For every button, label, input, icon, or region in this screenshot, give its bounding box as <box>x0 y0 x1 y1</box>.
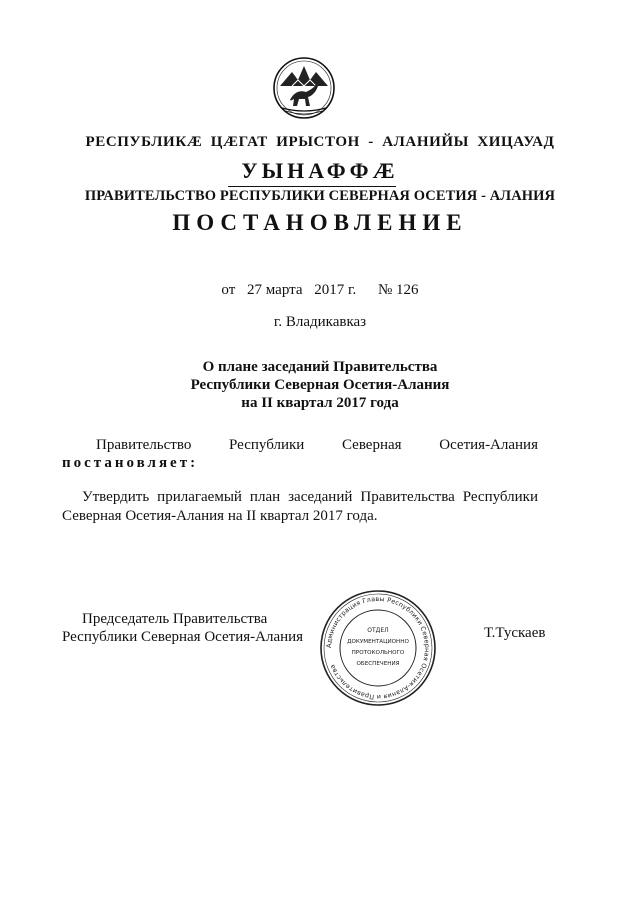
signer-title-line: Республики Северная Осетия-Алания <box>62 629 304 645</box>
decision-line: Утвердить прилагаемый план заседаний Правительства Республики <box>82 489 538 505</box>
date-prefix: от <box>221 282 236 298</box>
signer-name: Т.Тускаев <box>484 625 546 641</box>
seal-inner-line: ОТДЕЛ <box>367 627 389 634</box>
preamble-word: Северная <box>341 437 402 453</box>
seal-inner-line: ПРОТОКОЛЬНОГО <box>351 650 405 656</box>
decree-number: № 126 <box>378 282 419 298</box>
decision-line: Северная Осетия-Алания на II квартал 2017 года. <box>62 508 378 524</box>
svg-text:Администрация Главы Республики <box>325 595 431 701</box>
preamble-word: Осетия-Алания <box>439 437 538 453</box>
decree-date: 27 марта <box>247 282 303 298</box>
decree-city: г. Владикавказ <box>273 314 367 330</box>
coat-of-arms-emblem <box>272 56 336 120</box>
preamble-verb: постановляет: <box>62 455 199 471</box>
seal-inner-line: ДОКУМЕНТАЦИОННО <box>347 639 409 645</box>
decision-paragraph <box>62 488 538 526</box>
preamble <box>96 437 538 454</box>
decree-title-line: Республики Северная Осетия-Алания <box>190 377 450 393</box>
preamble-word: Республики <box>229 437 305 453</box>
header-underline <box>228 186 396 187</box>
decree-title <box>0 358 640 412</box>
seal-inner-line: ОБЕСПЕЧЕНИЯ <box>356 661 400 667</box>
decree-title-line: на II квартал 2017 года <box>241 395 399 411</box>
decree-date-number <box>0 282 640 299</box>
decree-year: 2017 г. <box>314 282 357 298</box>
header-ossetian-government: РЕСПУБЛИКӔ ЦӔГАТ ИРЫСТОН - АЛАНИЙЫ ХИЦАУАД <box>85 134 555 150</box>
signer-title <box>62 610 303 646</box>
header-ossetian-decree-word: УЫНАФФӔ <box>241 158 399 183</box>
header-russian-decree-word: ПОСТАНОВЛЕНИЕ <box>172 210 468 235</box>
signer-title-line: Председатель Правительства <box>82 611 268 627</box>
seal-outer-text: Администрация Главы Республики Северная Осетия-Алания и Правительства <box>324 594 432 702</box>
official-seal <box>318 588 438 708</box>
preamble-word: Правительство <box>96 437 192 453</box>
header-russian-government: ПРАВИТЕЛЬСТВО РЕСПУБЛИКИ СЕВЕРНАЯ ОСЕТИЯ - АЛАНИЯ <box>84 188 556 204</box>
decree-title-line: О плане заседаний Правительства <box>202 359 438 375</box>
